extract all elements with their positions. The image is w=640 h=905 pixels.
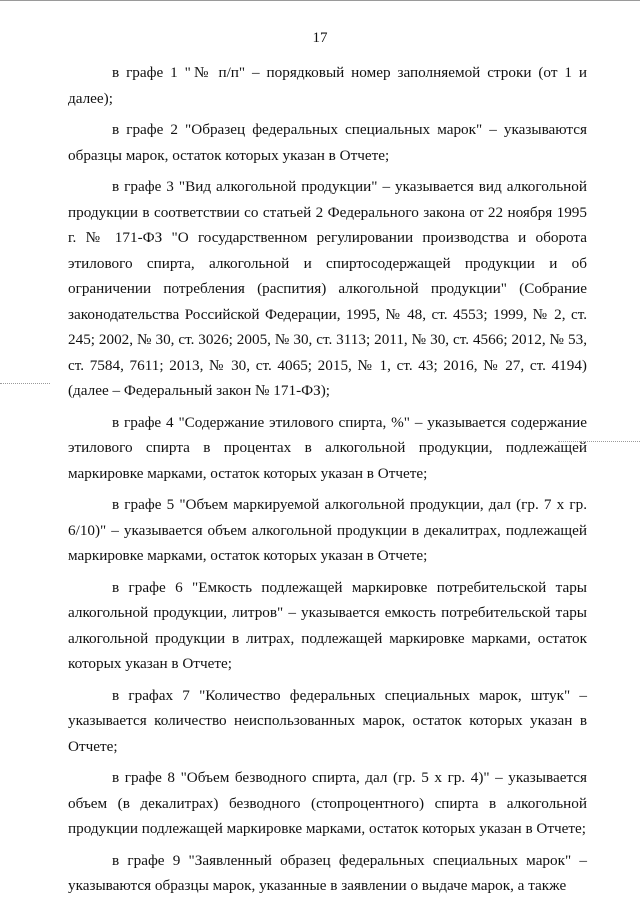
page-number: 17 [312,30,328,46]
scan-artifact-right [558,441,640,443]
paragraph-column-6: в графе 6 "Емкость подлежащей маркировке потребительской тары алкогольной продукции, литров" – указывается емкость потребительской тары алкогольной продукции в литрах, подлежащей маркировке марками, остаток которых указан в Отчете; [68,578,587,672]
top-rule [0,0,640,1]
paragraph-column-4: в графе 4 "Содержание этилового спирта, %" – указывается содержание этилового спирта в процентах в алкогольной продукции, подлежащей маркировке марками, остаток которых указан в Отчете; [68,413,587,482]
paragraph-column-5: в графе 5 "Объем маркируемой алкогольной продукции, дал (гр. 7 x гр. 6/10)" – указывается объем алкогольной продукции в декалитрах, подлежащей маркировке марками, остаток которых указан в Отчете; [68,496,587,564]
document-body [68,60,587,905]
paragraph-column-8: в графе 8 "Объем безводного спирта, дал (гр. 5 x гр. 4)" – указывается объем (в декалитрах) безводного (стопроцентного) спирта в алкогольной продукции подлежащей маркировке марками, остаток которых указан в Отчете; [68,769,587,837]
paragraph-column-2: в графе 2 "Образец федеральных специальных марок" – указываются образцы марок, остаток которых указан в Отчете; [68,121,587,164]
scan-artifact-left [0,383,50,385]
paragraph-column-3: в графе 3 "Вид алкогольной продукции" – указывается вид алкогольной продукции в соответствии со статьей 2 Федерального закона от 22 ноября 1995 г. № 171-ФЗ "О государственном регулировании производства и оборота этилового спирта, алкогольной и спиртосодержащей продукции и об ограничении потребления (распития) алкогольной продукции" (Собрание законодательства Российской Федерации, 1995, № 48, ст. 4553; 1999, № 2, ст. 245; 2002, № 30, ст. 3026; 2005, № 30, ст. 3113; 2011, № 30, ст. 4566; 2012, № 53, ст. 7584, 7611; 2013, № 30, ст. 4065; 2015, № 1, ст. 43; 2016, № 27, ст. 4194) (далее – Федеральный закон № 171-ФЗ); [68,178,587,399]
paragraph-column-7: в графах 7 "Количество федеральных специальных марок, штук" – указывается количество неиспользованных марок, остаток которых указан в Отчете; [68,686,587,755]
paragraph-column-9: в графе 9 "Заявленный образец федеральных специальных марок" – указываются образцы марок, указанные в заявлении о выдаче марок, а также [68,851,587,894]
paragraph-column-1: в графе 1 "№ п/п" – порядковый номер заполняемой строки (от 1 и далее); [68,64,587,107]
